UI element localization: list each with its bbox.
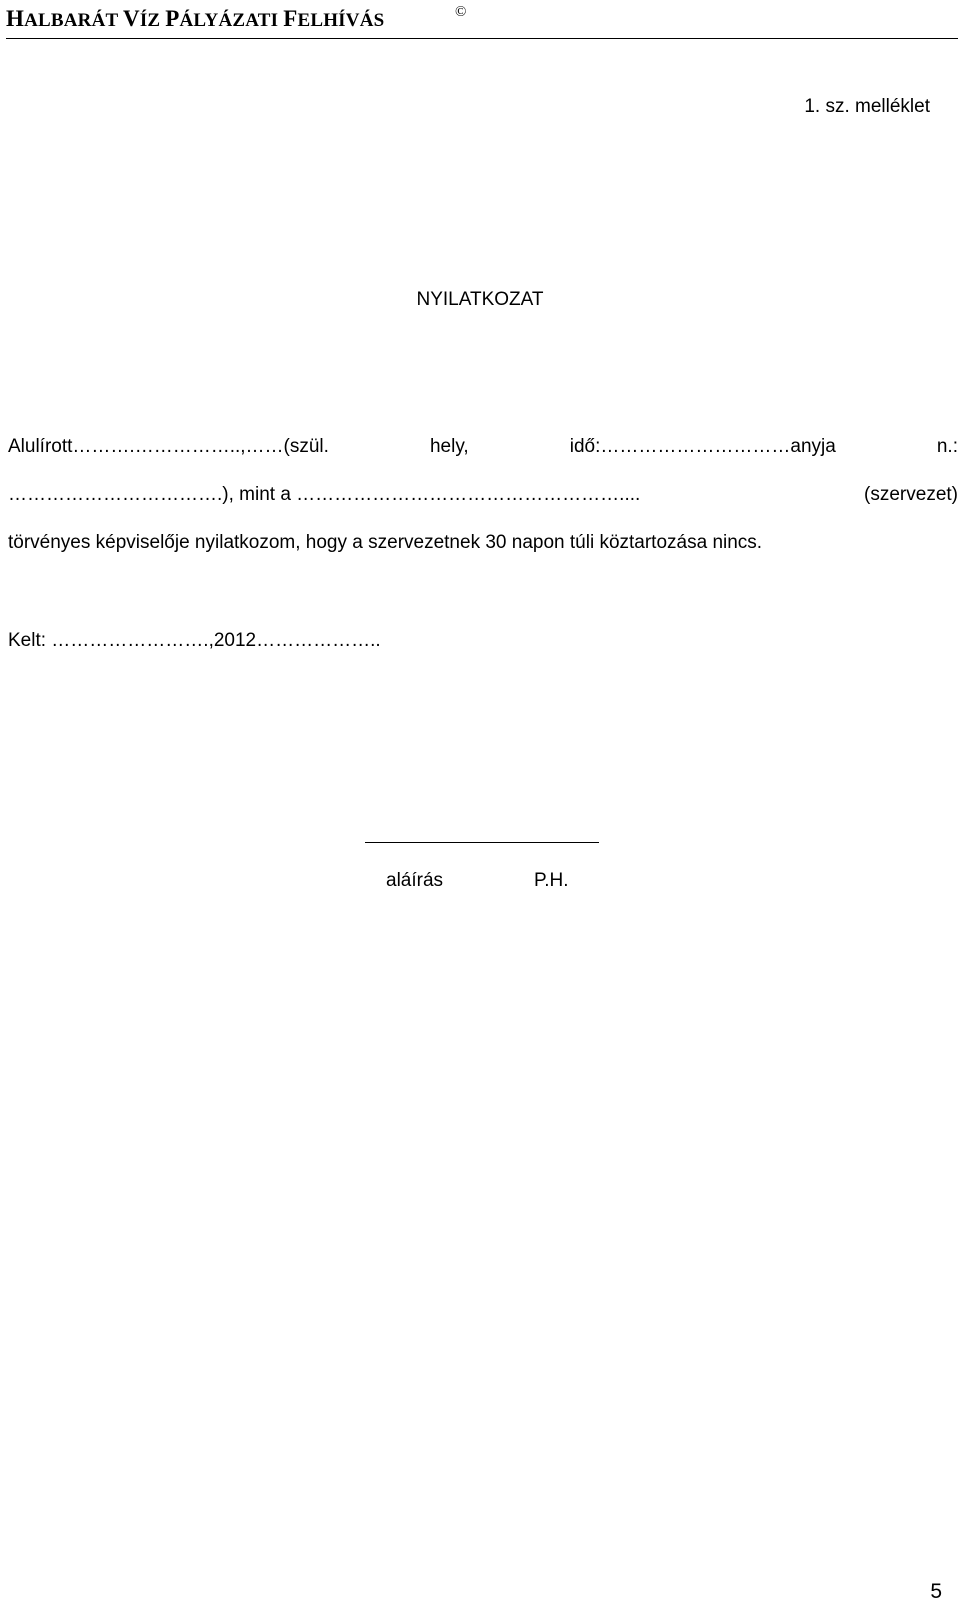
page-header [6, 4, 958, 39]
declaration-line-2 [8, 484, 958, 506]
header-word: VÍZ [123, 6, 166, 31]
signature-label: aláírás [386, 870, 444, 891]
declaration-line-3: törvényes képviselője nyilatkozom, hogy a szervezetnek 30 napon túli köztartozása nincs. [8, 532, 763, 553]
header-word: HALBARÁT [6, 6, 124, 31]
stamp-label: P.H. [534, 870, 569, 891]
page-number: 5 [930, 1580, 942, 1603]
declaration-segment: (szervezet) [864, 484, 958, 505]
declaration-segment: n.: [936, 436, 958, 457]
header-title [6, 6, 384, 32]
header-word: FELHÍVÁS [283, 6, 385, 31]
declaration-segment: …………………………….), mint a …………………………………………….... [8, 484, 641, 505]
header-word: PÁLYÁZATI [165, 6, 284, 31]
declaration-segment: hely, [429, 436, 469, 457]
document-title: NYILATKOZAT [416, 289, 544, 310]
signature-line [365, 842, 599, 843]
declaration-line-1 [8, 436, 958, 458]
declaration-segment: idő:…………………………anyja [569, 436, 836, 457]
declaration-segment: Alulírott……….……………..,……(szül. [8, 436, 329, 457]
annex-label: 1. sz. melléklet [804, 96, 930, 117]
copyright-icon: © [455, 4, 467, 20]
date-line: Kelt: …………………….,2012……………….. [8, 630, 381, 651]
